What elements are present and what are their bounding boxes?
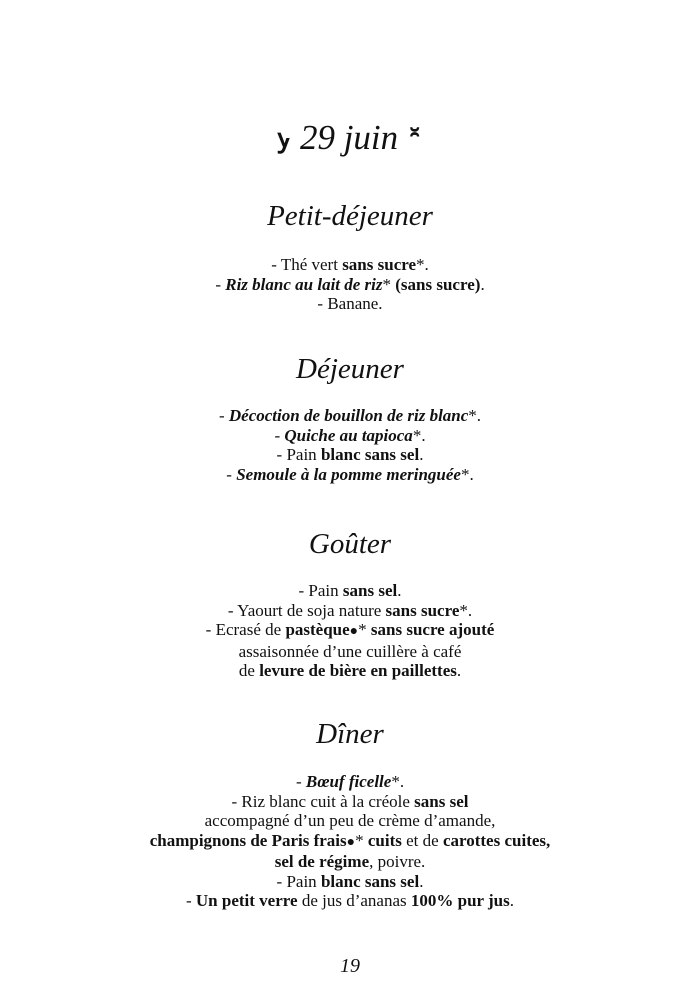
right-ornament-icon: ꭛: [406, 124, 423, 153]
list-item: - Banane.: [317, 294, 383, 313]
list-item: champignons de Paris frais●* cuits et de carottes cuites,: [149, 830, 551, 850]
dinner-title: Dîner: [316, 718, 384, 750]
list-item: - Ecrasé de pastèque●* sans sucre ajouté: [205, 620, 495, 639]
list-item: - Yaourt de soja nature sans sucre*.: [227, 600, 473, 620]
date-text: 29 juin: [299, 118, 399, 157]
fresh-produce-icon: ●: [346, 834, 356, 850]
snack-items: [0, 581, 700, 681]
page-title: [0, 118, 700, 158]
list-item: - Pain blanc sans sel.: [276, 445, 424, 464]
page-number: 19: [340, 955, 360, 977]
list-item: - Pain sans sel.: [298, 581, 402, 600]
lunch-items: [0, 406, 700, 484]
list-item: - Semoule à la pomme meringuée*.: [226, 464, 474, 484]
list-item: - Quiche au tapioca*.: [274, 425, 426, 445]
list-item: - Riz blanc au lait de riz* (sans sucre).: [215, 274, 485, 294]
list-item: - Pain blanc sans sel.: [276, 871, 424, 891]
breakfast-title: Petit-déjeuner: [267, 200, 433, 232]
list-item: - Décoction de bouillon de riz blanc*.: [218, 406, 482, 425]
breakfast-items: [0, 255, 700, 314]
list-item: - Bœuf ficelle*.: [295, 772, 405, 791]
list-item: assaisonnée d’une cuillère à café: [238, 641, 462, 661]
dinner-items: [0, 772, 700, 911]
list-item: accompagné d’un peu de crème d’amande,: [204, 811, 496, 830]
list-item: de levure de bière en paillettes.: [238, 661, 462, 680]
left-ornament-icon: ꭚ: [277, 124, 292, 153]
fresh-produce-icon: ●: [349, 624, 359, 639]
list-item: - Thé vert sans sucre*.: [271, 255, 429, 274]
snack-title: Goûter: [308, 528, 392, 560]
list-item: sel de régime, poivre.: [274, 852, 426, 871]
lunch-title: Déjeuner: [296, 353, 404, 385]
list-item: - Un petit verre de jus d’ananas 100% pur jus.: [185, 891, 515, 910]
list-item: - Riz blanc cuit à la créole sans sel: [231, 791, 469, 811]
